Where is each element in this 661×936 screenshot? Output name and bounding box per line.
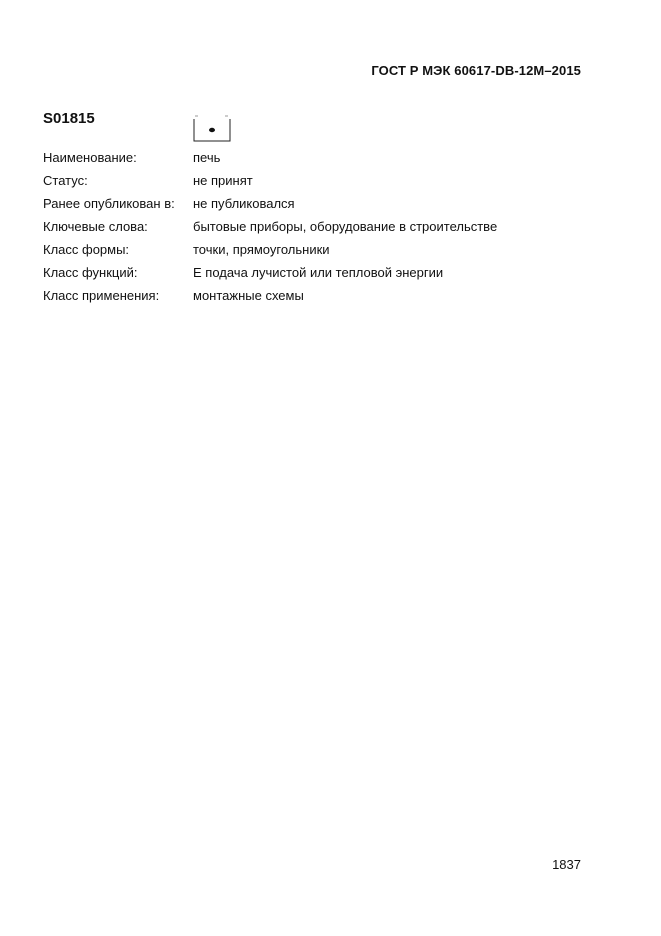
page-number: 1837 [552,857,581,872]
property-row-keywords [43,219,603,242]
property-label: Ранее опубликован в: [43,196,175,211]
property-list [43,150,603,311]
property-label: Ключевые слова: [43,219,148,234]
property-row-function-class [43,265,603,288]
property-value: точки, прямоугольники [193,242,330,257]
property-value: не принят [193,173,253,188]
property-label: Наименование: [43,150,137,165]
property-label: Статус: [43,173,88,188]
property-row-application-class [43,288,603,311]
document-header: ГОСТ Р МЭК 60617-DB-12M–2015 [371,63,581,78]
property-value: E подача лучистой или тепловой энергии [193,265,444,280]
property-row-shape-class [43,242,603,265]
property-row-published [43,196,603,219]
property-label: Класс формы: [43,242,130,257]
property-value: монтажные схемы [193,288,304,303]
property-label: Класс применения: [43,288,160,303]
property-row-status [43,173,603,196]
symbol-id: S01815 [43,110,95,127]
property-label: Класс функций: [43,265,138,280]
oven-symbol-icon [193,114,231,142]
property-row-name [43,150,603,173]
oven-dot [209,128,215,132]
property-value: печь [193,150,221,165]
property-value: бытовые приборы, оборудование в строительстве [193,219,498,234]
property-value: не публиковался [193,196,295,211]
